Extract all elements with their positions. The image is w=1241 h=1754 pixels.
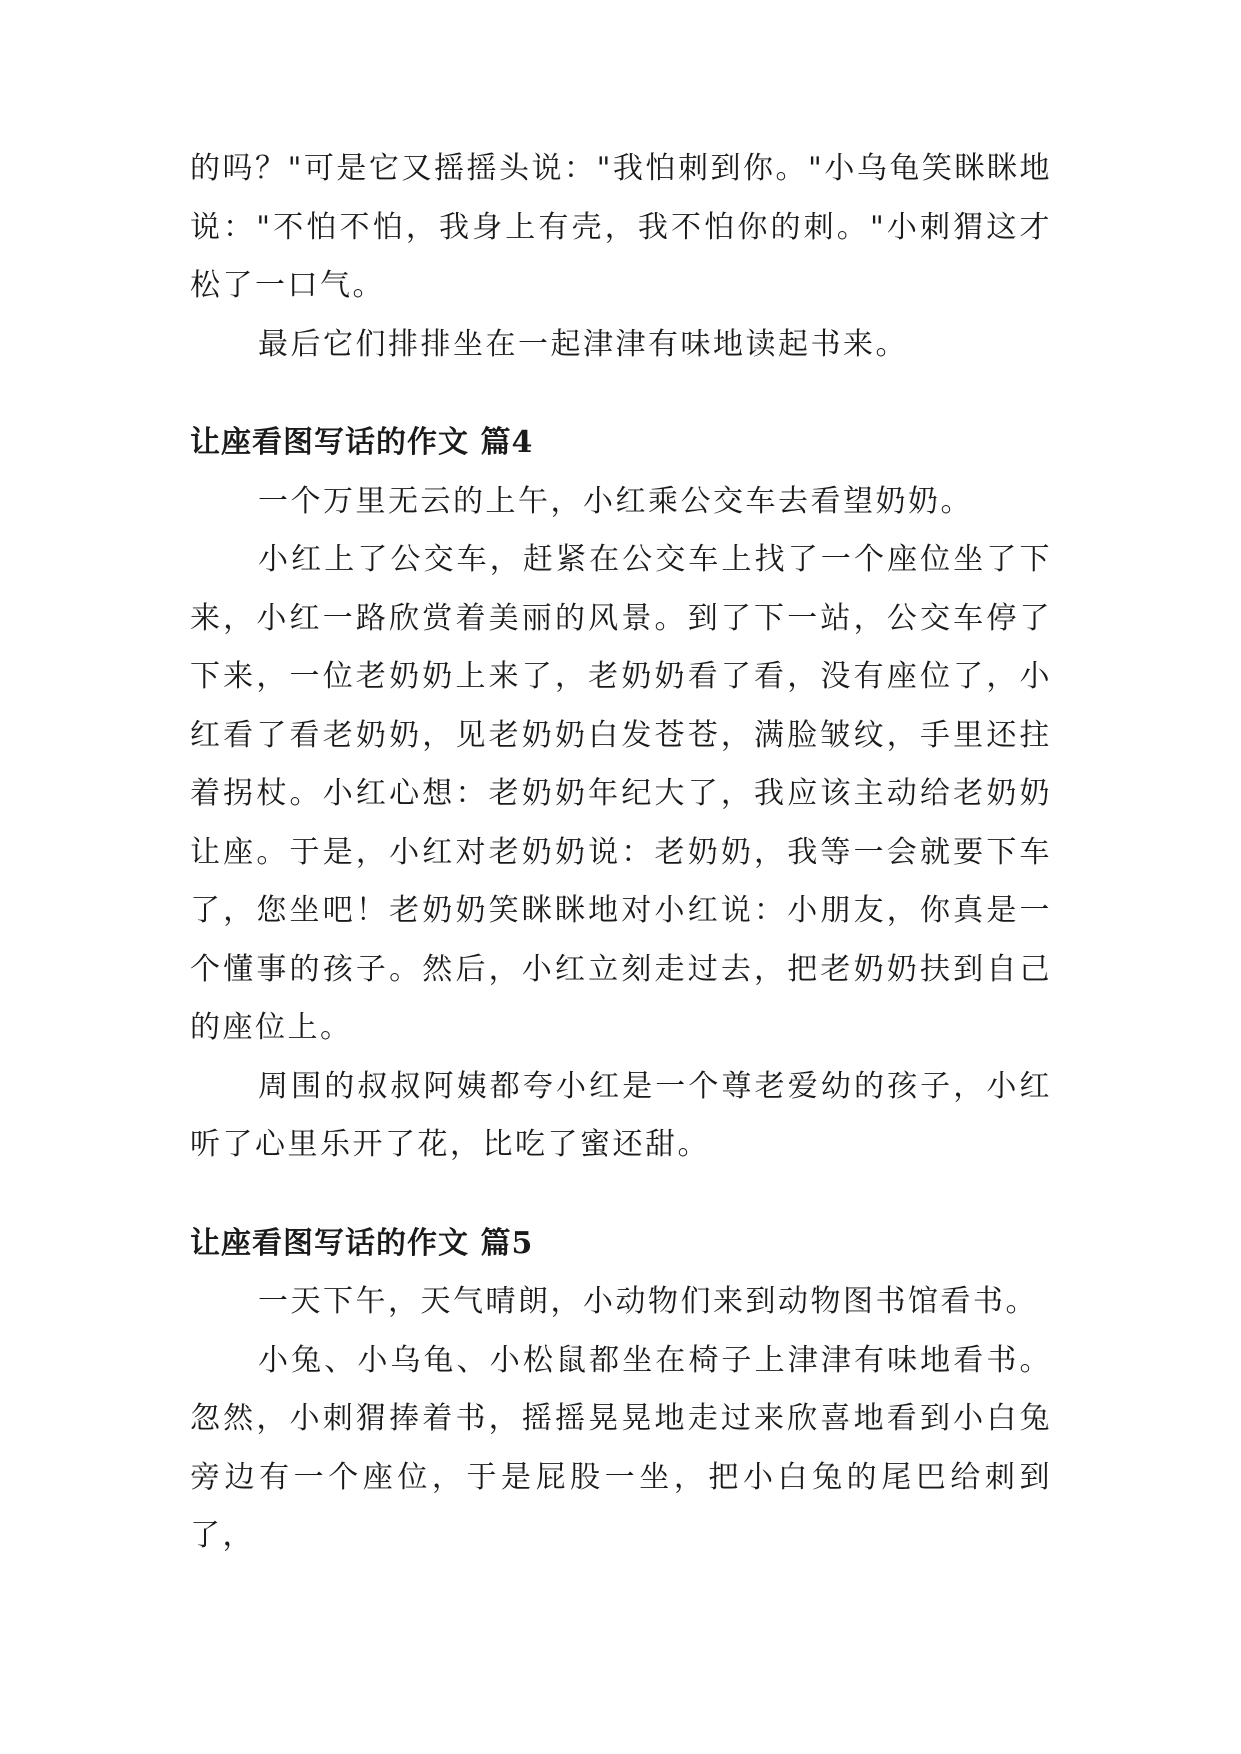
paragraph: 的吗？"可是它又摇摇头说："我怕刺到你。"小乌龟笑眯眯地说："不怕不怕，我身上有壳，我不怕你的刺。"小刺猬这才松了一口气。 <box>190 151 1052 303</box>
section-title: 让座看图写话的作文 篇4 <box>190 425 534 460</box>
paragraph: 周围的叔叔阿姨都夸小红是一个尊老爱幼的孩子，小红听了心里乐开了花，比吃了蜜还甜。 <box>190 1068 1052 1162</box>
paragraph: 一天下午，天气晴朗，小动物们来到动物图书馆看书。 <box>258 1284 1038 1319</box>
document-page <box>190 140 1052 1566</box>
section-title: 让座看图写话的作文 篇5 <box>190 1225 534 1261</box>
section-gap <box>190 1175 1052 1215</box>
paragraph: 一个万里无云的上午，小红乘公交车去看望奶奶。 <box>258 483 973 519</box>
paragraph: 小兔、小乌龟、小松鼠都坐在椅子上津津有味地看书。忽然，小刺猬捧着书，摇摇晃晃地走过来欣喜地看到小白兔旁边有一个座位，于是屁股一坐，把小白兔的尾巴给刺到了， <box>190 1342 1052 1553</box>
paragraph: 最后它们排排坐在一起津津有味地读起书来。 <box>258 326 908 362</box>
paragraph: 小红上了公交车，赶紧在公交车上找了一个座位坐了下来，小红一路欣赏着美丽的风景。到了下一站，公交车停了下来，一位老奶奶上来了，老奶奶看了看，没有座位了，小红看了看老奶奶，见老奶奶白发苍苍，满脸皱纹，手里还拄着拐杖。小红心想：老奶奶年纪大了，我应该主动给老奶奶让座。于是，小红对老奶奶说：老奶奶，我等一会就要下车了，您坐吧！老奶奶笑眯眯地对小红说：小朋友，你真是一个懂事的孩子。然后，小红立刻走过去，把老奶奶扶到自己的座位上。 <box>190 542 1052 1045</box>
section-gap <box>190 374 1052 414</box>
